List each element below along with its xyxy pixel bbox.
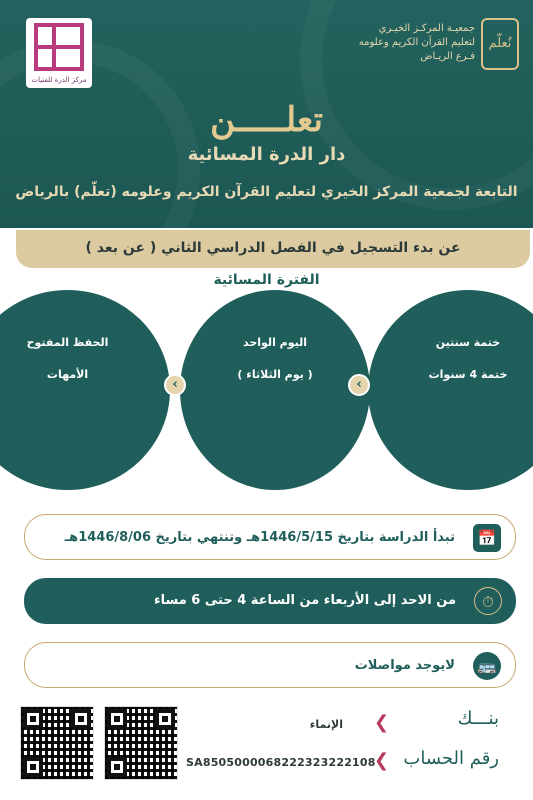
bank-label: بنـــك (457, 708, 499, 729)
qr-finder (23, 757, 43, 777)
program-circle-open-memorization (0, 290, 170, 490)
registration-ribbon (16, 230, 530, 268)
org-line-3: فـرع الريـاض (420, 51, 475, 62)
program-line: اليوم الواحد (242, 336, 308, 349)
study-time-bar (24, 578, 516, 624)
program-line: ختمة 4 سنوات (428, 368, 508, 381)
iban-number[interactable]: SA8505000068222323222108 (186, 756, 376, 769)
program-line: الأمهات (46, 368, 89, 381)
study-dates-bar (24, 514, 516, 560)
taallam-emblem: نُعلّم (481, 18, 519, 70)
study-time-text: من الاحد إلى الأربعاء من الساعة 4 حتى 6 مساء (153, 593, 456, 608)
transport-text: لايوجد مواصلات (354, 658, 455, 673)
qr-code[interactable] (104, 706, 178, 780)
program-line: ختمة سنتين (435, 336, 501, 349)
chevron-left-icon: ❮ (374, 750, 390, 771)
study-dates-text: تبدأ الدراسة بتاريخ 1446/5/15هـ وتنتهي بتاريخ 1446/8/06هـ (64, 530, 455, 545)
qr-finder (107, 709, 127, 729)
org-name-block (315, 22, 475, 64)
program-line: الحفظ المفتوح (26, 336, 109, 349)
chevron-left-icon: ‹ (348, 374, 370, 396)
program-circle-one-day (180, 290, 370, 490)
header-banner (0, 0, 533, 228)
bank-name: الإنماء (309, 718, 343, 731)
qr-finder (23, 709, 43, 729)
durra-logo-mark (34, 23, 84, 71)
clock-icon: ⏱ (474, 587, 502, 615)
bus-icon: 🚌 (473, 652, 501, 680)
calendar-icon: 📅 (473, 524, 501, 552)
qr-finder (107, 757, 127, 777)
program-circle-khatma (368, 290, 533, 490)
affiliation-line: التابعة لجمعية المركز الخيري لتعليم القرآن الكريم وعلومه (تعلّم) بالرياض (15, 184, 518, 200)
transport-bar (24, 642, 516, 688)
ribbon-text: عن بدء التسجيل في الفصل الدراسي الثاني ( عن بعد ) (85, 240, 461, 256)
announce-title: تعلـــــن (210, 100, 323, 140)
qr-finder (71, 709, 91, 729)
durra-logo (26, 18, 92, 88)
account-label: رقم الحساب (403, 748, 499, 769)
org-line-1: جمعيـة المركـز الخيـري (378, 23, 475, 34)
chevron-left-icon: ❮ (374, 712, 390, 733)
house-name: دار الدرة المسائية (187, 144, 346, 165)
program-line: ( يوم الثلاثاء ) (237, 368, 313, 381)
period-title: الفترة المسائية (213, 272, 320, 288)
qr-finder (155, 709, 175, 729)
qr-code[interactable] (20, 706, 94, 780)
org-line-2: لتعليم القرآن الكريم وعلومه (358, 37, 475, 48)
chevron-left-icon: ‹ (164, 374, 186, 396)
durra-logo-caption: مركز الدرة للفتيات (31, 76, 87, 84)
